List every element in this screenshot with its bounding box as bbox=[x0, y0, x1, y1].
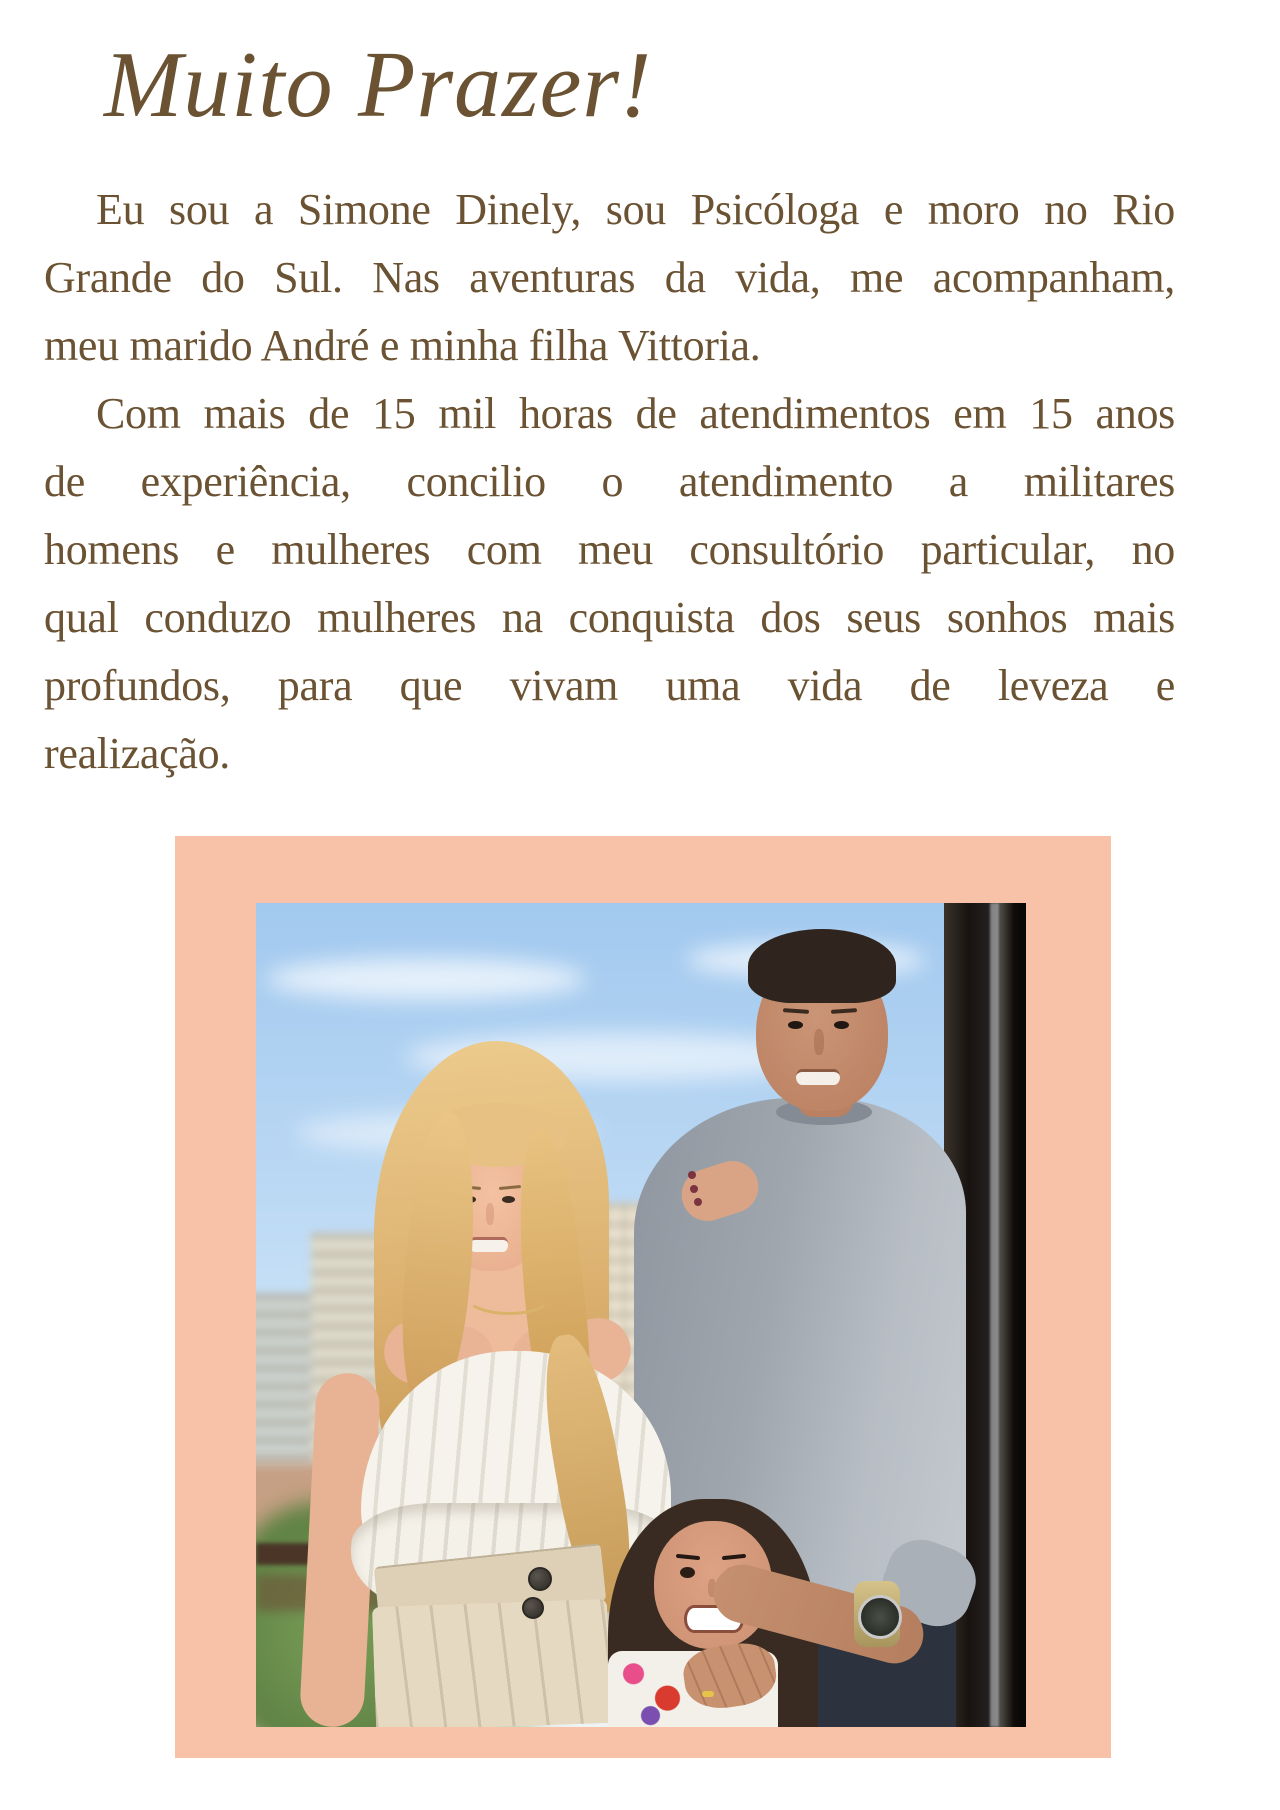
photo-frame bbox=[175, 836, 1111, 1758]
body-line: qual conduzo mulheres na conquista dos seus sonhos mais bbox=[44, 593, 1175, 642]
man-ring bbox=[702, 1691, 714, 1697]
body-line: homens e mulheres com meu consultório particular, no bbox=[44, 525, 1175, 574]
body-line: de experiência, concilio o atendimento a militares bbox=[44, 457, 1175, 506]
intro-text bbox=[44, 176, 1175, 788]
body-line: profundos, para que vivam uma vida de leveza e bbox=[44, 661, 1175, 710]
body-line: Com mais de 15 mil horas de atendimentos em 15 anos bbox=[96, 389, 1175, 438]
watch-dial bbox=[858, 1595, 902, 1639]
man-eye bbox=[834, 1021, 849, 1029]
woman-nose bbox=[486, 1203, 494, 1225]
body-line: meu marido André e minha filha Vittoria. bbox=[44, 321, 761, 370]
child-eye bbox=[680, 1567, 695, 1578]
window-frame-reflection bbox=[990, 903, 999, 1727]
woman-smile bbox=[470, 1237, 508, 1252]
skirt-button bbox=[528, 1567, 552, 1591]
body-line: realização. bbox=[44, 729, 230, 778]
cloud bbox=[266, 958, 586, 1000]
man-hair bbox=[748, 929, 896, 1003]
page-title: Muito Prazer! bbox=[104, 33, 653, 137]
woman-skirt bbox=[372, 1599, 611, 1727]
body-line: Grande do Sul. Nas aventuras da vida, me acompanham, bbox=[44, 253, 1175, 302]
skirt-button bbox=[522, 1597, 544, 1619]
woman-necklace bbox=[464, 1275, 554, 1315]
woman-eye bbox=[502, 1196, 515, 1203]
man-nose bbox=[814, 1029, 824, 1055]
man-eye bbox=[788, 1021, 803, 1029]
body-line: Eu sou a Simone Dinely, sou Psicóloga e moro no Rio bbox=[96, 185, 1175, 234]
man-smile bbox=[796, 1069, 840, 1085]
family-photo bbox=[256, 903, 1026, 1727]
woman-nails bbox=[688, 1171, 696, 1179]
